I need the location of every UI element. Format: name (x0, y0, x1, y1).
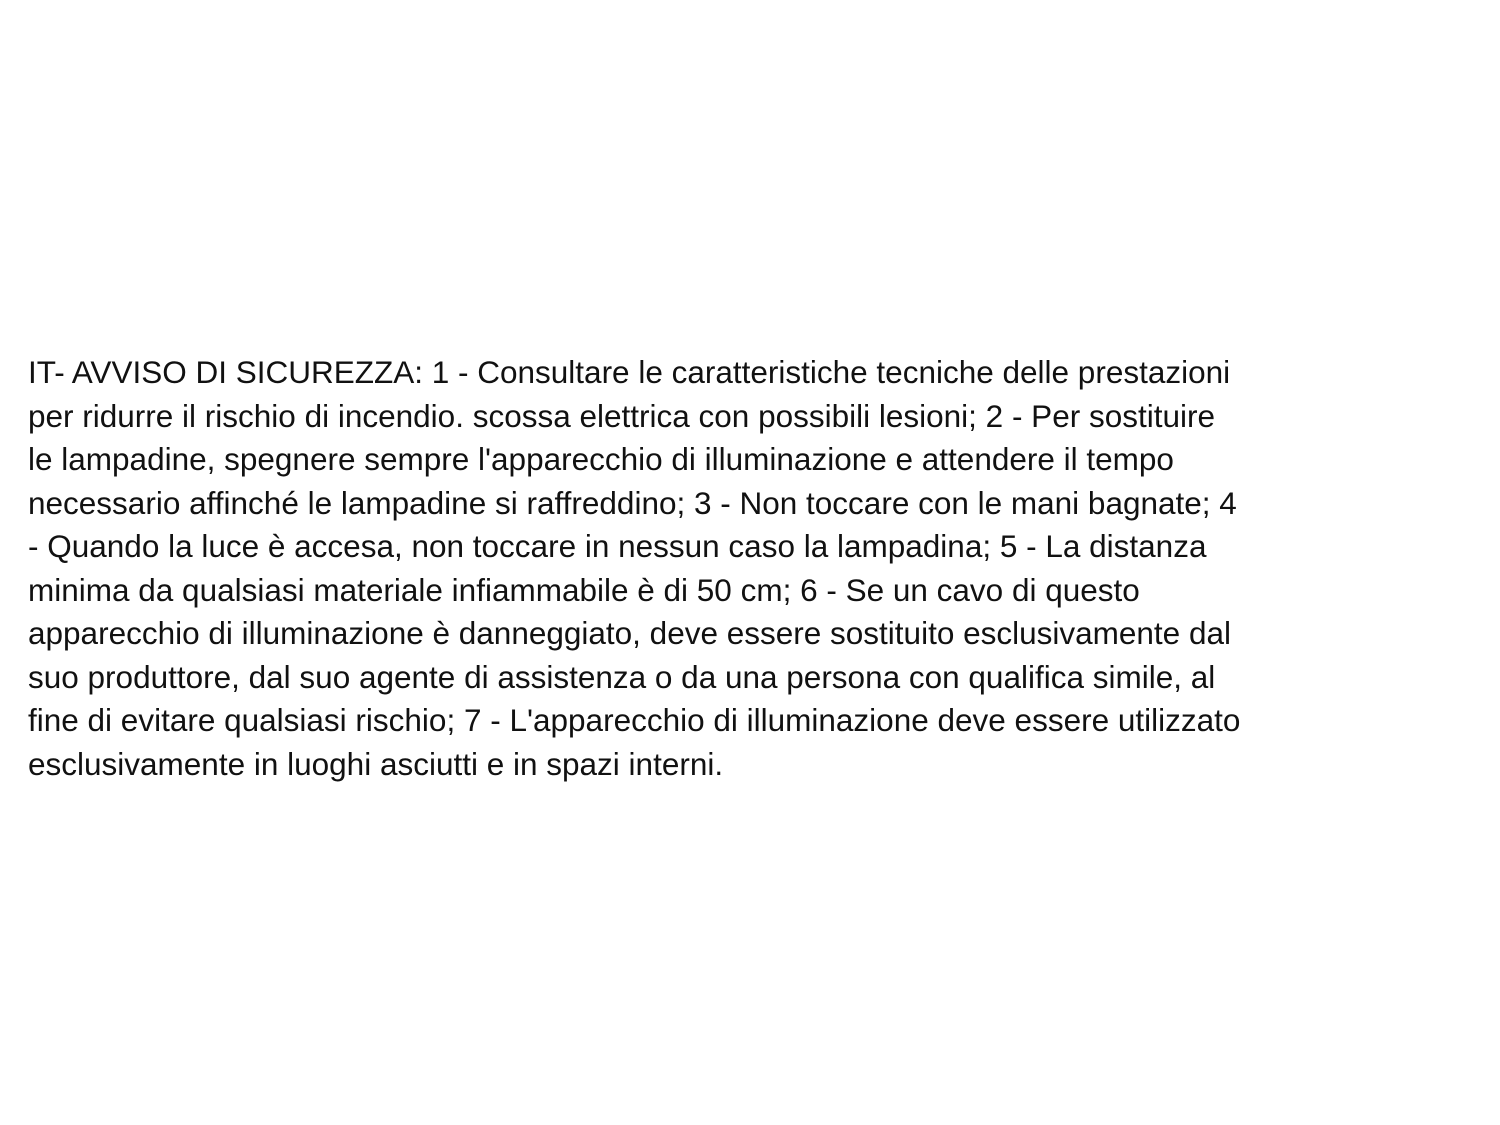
notice-line: IT- AVVISO DI SICUREZZA: 1 - Consultare le caratteristiche tecniche delle prestazioni (28, 354, 1231, 390)
notice-line: per ridurre il rischio di incendio. scossa elettrica con possibili lesioni; 2 - Per sostituire (28, 397, 1216, 434)
notice-line: necessario affinché le lampadine si raffreddino; 3 - Non toccare con le mani bagnate; 4 (28, 484, 1237, 521)
notice-line: - Quando la luce è accesa, non toccare in nessun caso la lampadina; 5 - La distanza (28, 528, 1207, 564)
notice-line: esclusivamente in luoghi asciutti e in spazi interni. (28, 745, 724, 782)
safety-notice-paragraph (28, 351, 1240, 786)
notice-line: apparecchio di illuminazione è danneggiato, deve essere sostituito esclusivamente dal (28, 615, 1231, 651)
notice-line: minima da qualsiasi materiale infiammabile è di 50 cm; 6 - Se un cavo di questo (28, 571, 1140, 608)
notice-line: suo produttore, dal suo agente di assistenza o da una persona con qualifica simile, al (28, 658, 1216, 695)
notice-line: le lampadine, spegnere sempre l'apparecchio di illuminazione e attendere il tempo (28, 441, 1174, 477)
notice-line: fine di evitare qualsiasi rischio; 7 - L'apparecchio di illuminazione deve essere utilizzato (28, 702, 1241, 738)
